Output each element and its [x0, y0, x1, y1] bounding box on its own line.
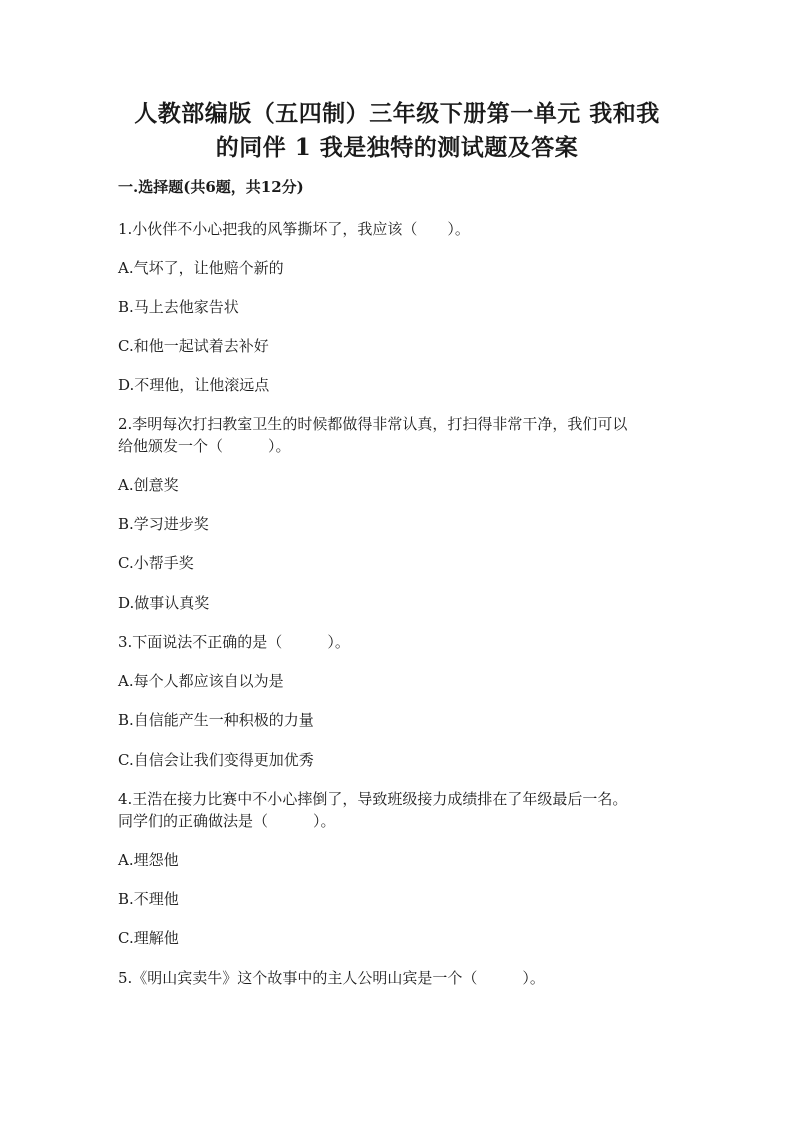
question-1-option-d: D.不理他，让他滚远点 [118, 376, 270, 394]
question-4-stem-line-1: 4.王浩在接力比赛中不小心摔倒了，导致班级接力成绩排在了年级最后一名。 [118, 790, 628, 808]
question-4-stem-line-2: 同学们的正确做法是（ ）。 [118, 812, 336, 830]
question-1-option-a: A.气坏了，让他赔个新的 [118, 259, 284, 277]
question-3-option-c: C.自信会让我们变得更加优秀 [118, 751, 314, 769]
question-2-stem-line-1: 2.李明每次打扫教室卫生的时候都做得非常认真，打扫得非常干净，我们可以 [118, 415, 628, 433]
question-3-option-b: B.自信能产生一种积极的力量 [118, 711, 314, 729]
question-4-option-c: C.理解他 [118, 929, 179, 947]
question-2-option-d: D.做事认真奖 [118, 594, 210, 612]
question-1-option-c: C.和他一起试着去补好 [118, 337, 269, 355]
question-4-option-a: A.埋怨他 [118, 851, 179, 869]
question-2-stem-line-2: 给他颁发一个（ ）。 [118, 437, 291, 455]
question-2-option-c: C.小帮手奖 [118, 554, 194, 572]
question-3-option-a: A.每个人都应该自以为是 [118, 672, 284, 690]
question-5-stem: 5.《明山宾卖牛》这个故事中的主人公明山宾是一个（ ）。 [118, 969, 545, 987]
question-1-option-b: B.马上去他家告状 [118, 298, 239, 316]
section-heading: 一.选择题(共6题，共12分) [118, 178, 304, 196]
question-3-stem: 3.下面说法不正确的是（ ）。 [118, 633, 350, 651]
question-2-option-a: A.创意奖 [118, 476, 179, 494]
question-4-option-b: B.不理他 [118, 890, 179, 908]
document-title-line-2: 的同伴 1 我是独特的测试题及答案 [215, 134, 579, 161]
question-2-option-b: B.学习进步奖 [118, 515, 209, 533]
question-1-stem: 1.小伙伴不小心把我的风筝撕坏了，我应该（ ）。 [118, 220, 470, 238]
document-title-line-1: 人教部编版（五四制）三年级下册第一单元 我和我 [134, 100, 660, 127]
